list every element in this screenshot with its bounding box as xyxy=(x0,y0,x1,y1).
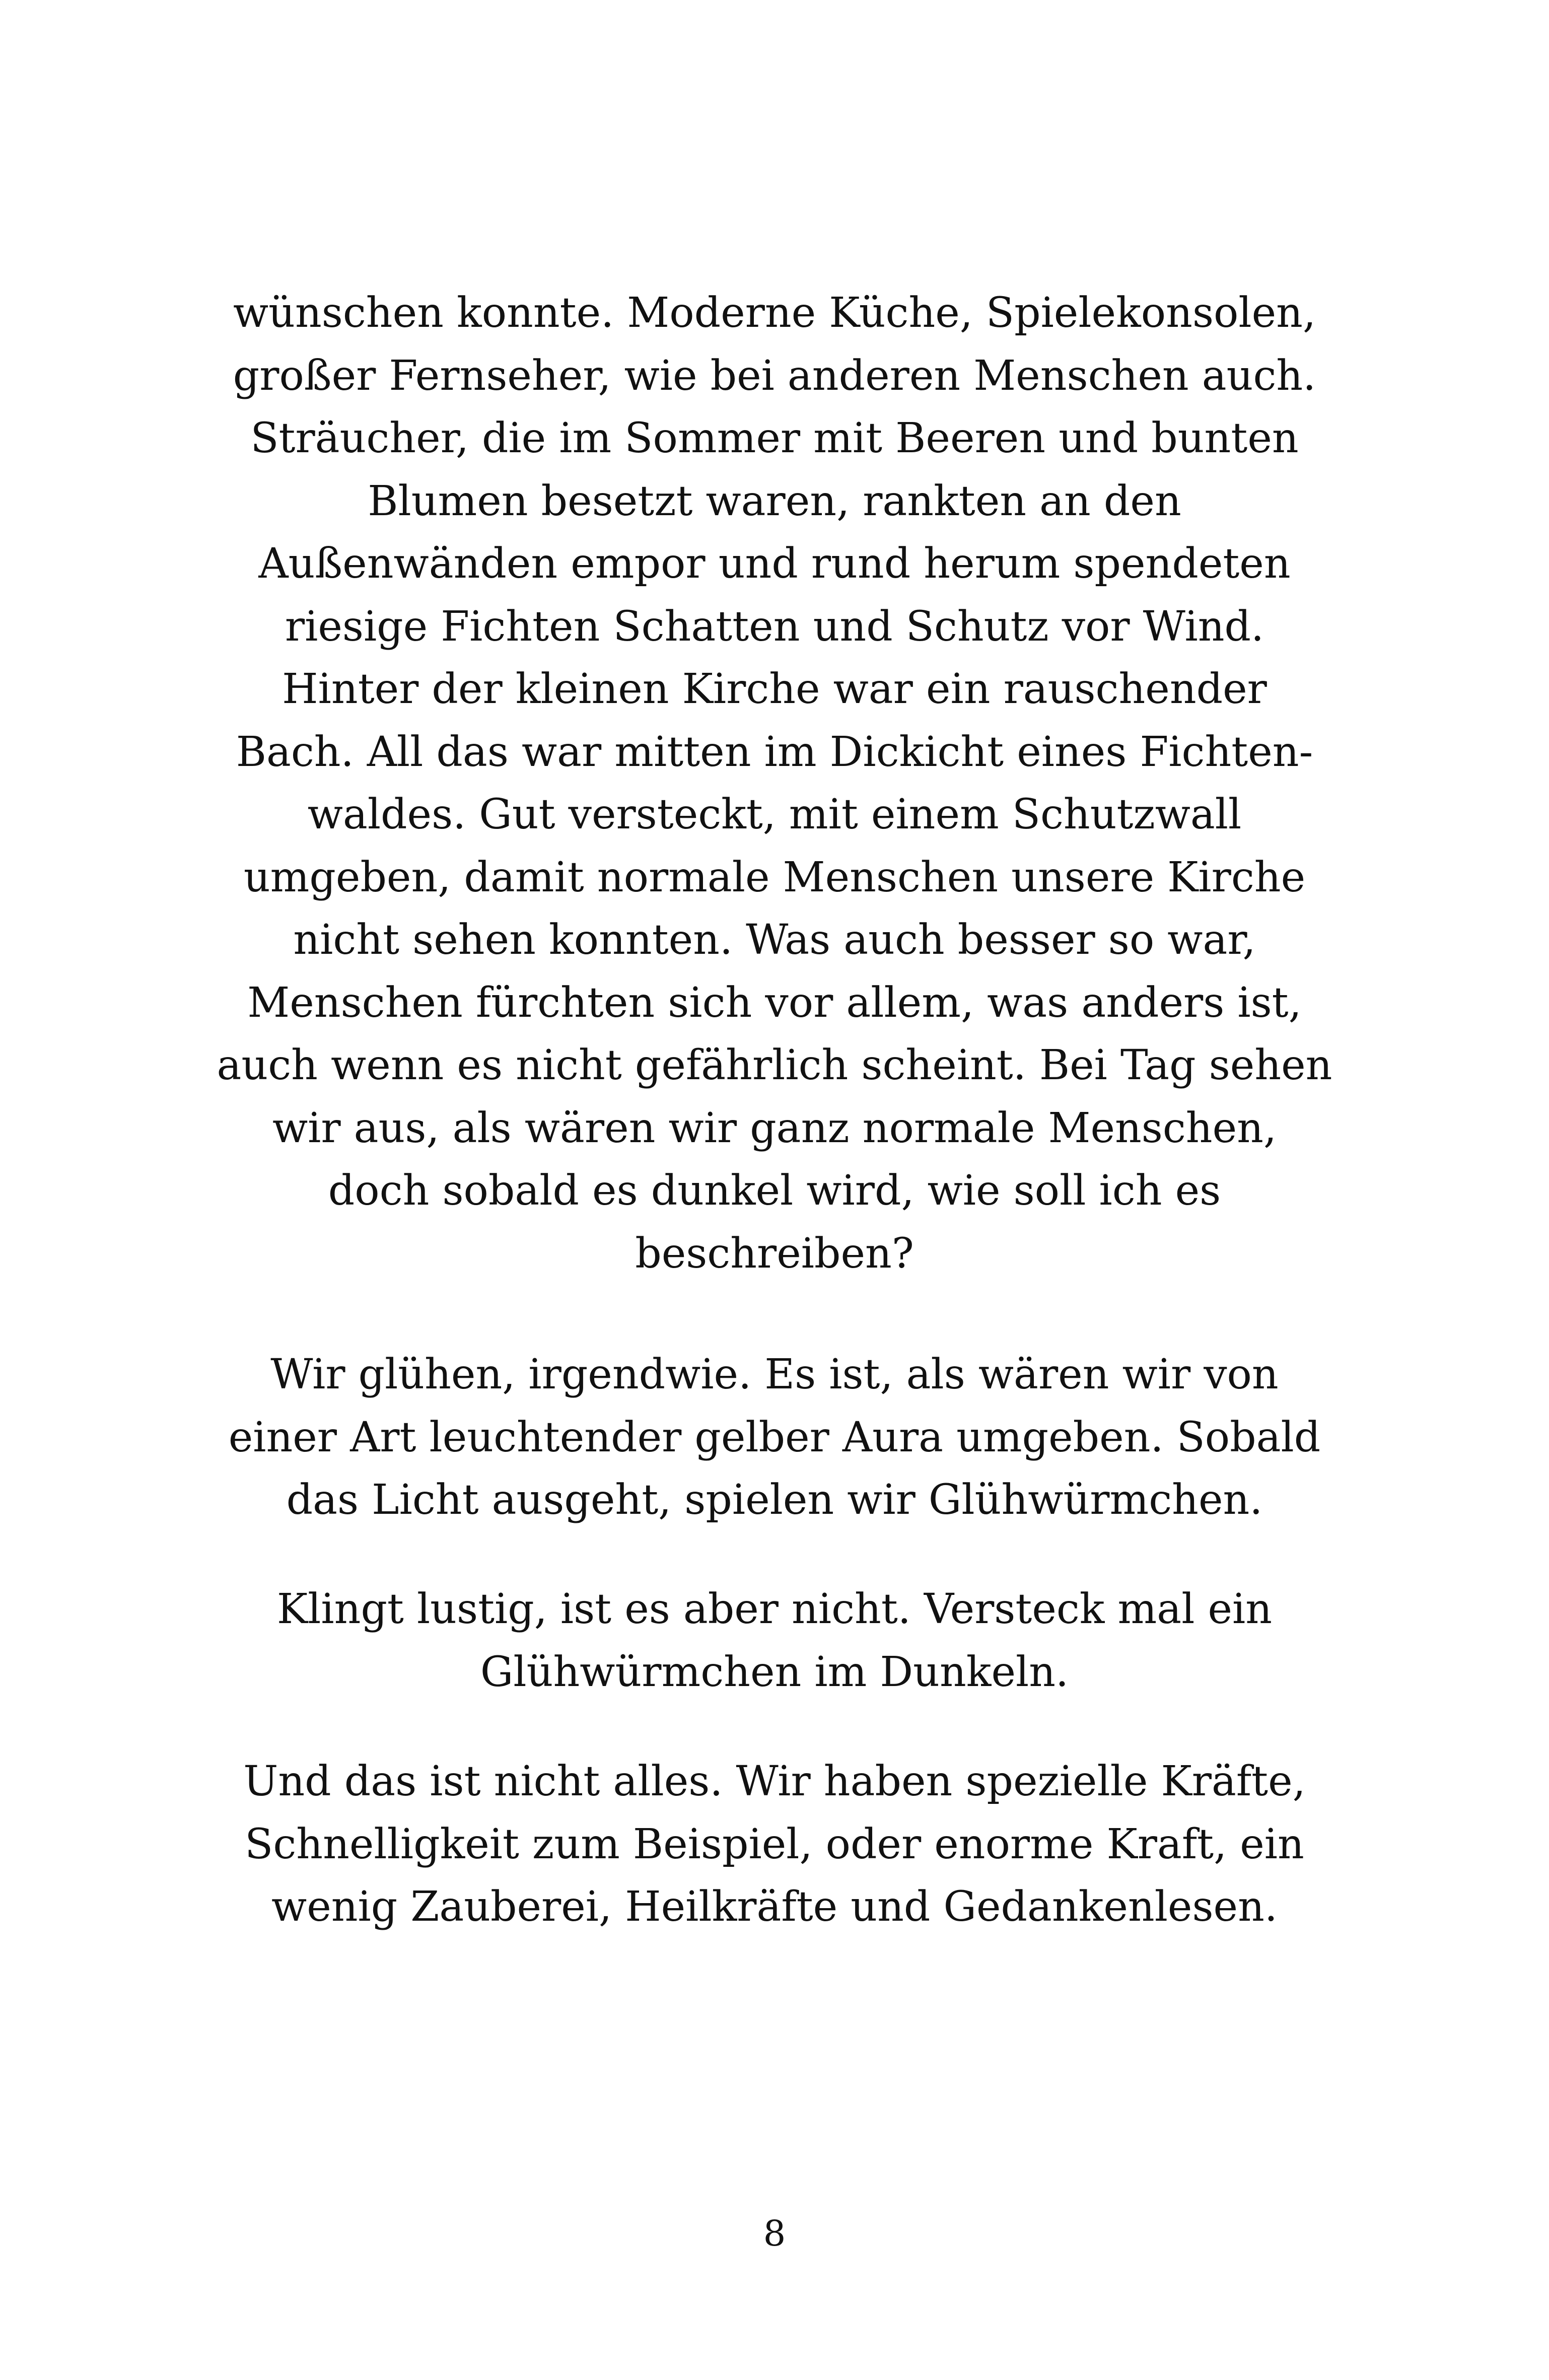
text-line: riesige Fichten Schatten und Schutz vor Wind. xyxy=(285,602,1264,651)
paragraph-3 xyxy=(212,1578,1337,1704)
text-line: beschreiben? xyxy=(635,1229,914,1278)
text-line: Menschen fürchten sich vor allem, was anders ist, xyxy=(247,978,1302,1027)
text-line: Und das ist nicht alles. Wir haben spezielle Kräfte, xyxy=(243,1758,1306,1805)
paragraph-1 xyxy=(212,282,1337,1285)
text-line: Glühwürmchen im Dunkeln. xyxy=(480,1648,1069,1696)
paragraph-4 xyxy=(212,1751,1337,1939)
text-line: Schnelligkeit zum Beispiel, oder enorme Kraft, ein xyxy=(245,1820,1304,1868)
text-line: Sträucher, die im Sommer mit Beeren und bunten xyxy=(250,414,1299,462)
text-line: wir aus, als wären wir ganz normale Menschen, xyxy=(272,1104,1277,1152)
text-line: einer Art leuchtender gelber Aura umgeben. Sobald xyxy=(228,1413,1321,1461)
page-number: 8 xyxy=(763,2213,786,2254)
text-line: das Licht ausgeht, spielen wir Glühwürmchen. xyxy=(286,1476,1263,1524)
text-line: auch wenn es nicht gefährlich scheint. Bei Tag sehen xyxy=(217,1041,1332,1089)
text-line: Hinter der kleinen Kirche war ein rauschender xyxy=(282,665,1267,713)
text-line: Außenwänden empor und rund herum spendeten xyxy=(258,540,1291,588)
text-line: großer Fernseher, wie bei anderen Menschen auch. xyxy=(233,352,1316,400)
text-line: Blumen besetzt waren, rankten an den xyxy=(368,477,1181,525)
text-line: Wir glühen, irgendwie. Es ist, als wären wir von xyxy=(270,1351,1279,1398)
text-line: Bach. All das war mitten im Dickicht eines Fichten- xyxy=(236,728,1313,776)
text-line: doch sobald es dunkel wird, wie soll ich es xyxy=(328,1167,1221,1215)
text-line: wünschen konnte. Moderne Küche, Spielekonsolen, xyxy=(233,289,1316,337)
paragraph-2 xyxy=(212,1344,1337,1532)
text-line: Klingt lustig, ist es aber nicht. Versteck mal ein xyxy=(276,1585,1273,1633)
text-line: wenig Zauberei, Heilkräfte und Gedankenlesen. xyxy=(271,1883,1278,1931)
text-line: waldes. Gut versteckt, mit einem Schutzwall xyxy=(307,791,1242,838)
text-line: nicht sehen konnten. Was auch besser so war, xyxy=(293,916,1256,964)
text-line: umgeben, damit normale Menschen unsere Kirche xyxy=(243,853,1306,901)
